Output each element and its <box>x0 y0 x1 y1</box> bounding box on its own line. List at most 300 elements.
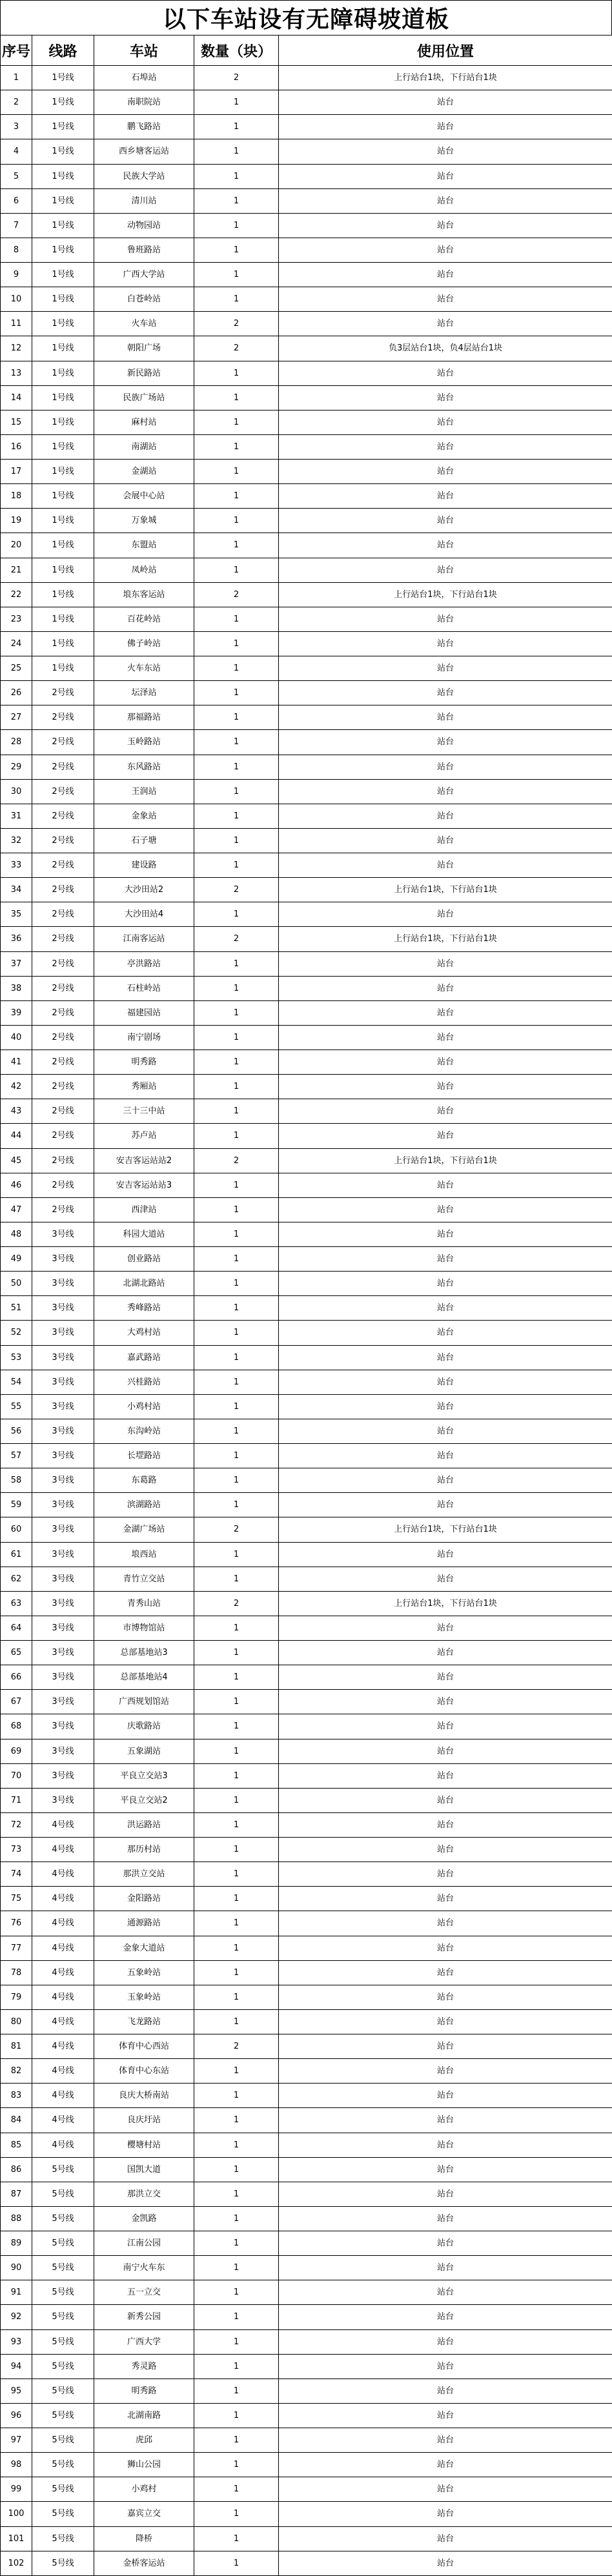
cell-line: 2号线 <box>32 1025 94 1050</box>
cell-location: 站台 <box>279 385 612 410</box>
cell-quantity: 1 <box>194 1567 279 1591</box>
cell-line: 1号线 <box>32 509 94 533</box>
cell-location: 上行站台1块，下行站台1块 <box>279 927 612 951</box>
table-row <box>1 2477 612 2502</box>
cell-location: 站台 <box>279 2009 612 2034</box>
cell-station: 南职院站 <box>94 90 194 115</box>
cell-quantity: 1 <box>194 1197 279 1222</box>
cell-location: 站台 <box>279 828 612 853</box>
cell-location: 上行站台1块，下行站台1块 <box>279 1517 612 1542</box>
cell-location: 站台 <box>279 1665 612 1690</box>
cell-location: 站台 <box>279 1468 612 1493</box>
cell-location: 站台 <box>279 2084 612 2108</box>
cell-index: 45 <box>1 1148 32 1173</box>
cell-station: 体育中心东站 <box>94 2059 194 2084</box>
cell-station: 明秀路 <box>94 1050 194 1075</box>
cell-index: 35 <box>1 902 32 927</box>
cell-location: 站台 <box>279 1394 612 1419</box>
table-row <box>1 434 612 459</box>
table-row <box>1 1542 612 1567</box>
cell-location: 站台 <box>279 2206 612 2231</box>
page-title: 以下车站设有无障碍坡道板 <box>0 0 612 35</box>
cell-line: 1号线 <box>32 139 94 164</box>
cell-location: 站台 <box>279 1419 612 1443</box>
cell-quantity: 1 <box>194 2477 279 2502</box>
cell-quantity: 1 <box>194 2378 279 2403</box>
table-row <box>1 1247 612 1272</box>
cell-location: 站台 <box>279 681 612 705</box>
cell-location: 站台 <box>279 263 612 287</box>
cell-line: 4号线 <box>32 1887 94 1911</box>
cell-location: 站台 <box>279 361 612 385</box>
table-row <box>1 1517 612 1542</box>
ramp-station-table <box>0 35 612 2576</box>
cell-quantity: 1 <box>194 1788 279 1812</box>
cell-quantity: 1 <box>194 1960 279 1985</box>
cell-index: 102 <box>1 2551 32 2575</box>
cell-location: 站台 <box>279 1075 612 1099</box>
cell-station: 秀灵路 <box>94 2354 194 2378</box>
cell-quantity: 1 <box>194 681 279 705</box>
cell-line: 1号线 <box>32 164 94 188</box>
cell-station: 总部基地站3 <box>94 1641 194 1665</box>
cell-station: 秀厢站 <box>94 1075 194 1099</box>
cell-quantity: 1 <box>194 1075 279 1099</box>
table-row <box>1 1690 612 1714</box>
cell-station: 埌东客运站 <box>94 582 194 607</box>
cell-quantity: 1 <box>194 976 279 1000</box>
cell-index: 48 <box>1 1222 32 1246</box>
cell-line: 2号线 <box>32 828 94 853</box>
cell-line: 5号线 <box>32 2182 94 2206</box>
table-row <box>1 2231 612 2256</box>
table-row <box>1 287 612 312</box>
cell-index: 84 <box>1 2108 32 2133</box>
cell-line: 3号线 <box>32 1517 94 1542</box>
cell-station: 万象城 <box>94 509 194 533</box>
cell-location: 站台 <box>279 853 612 878</box>
table-row <box>1 1468 612 1493</box>
cell-index: 42 <box>1 1075 32 1099</box>
table-row <box>1 1887 612 1911</box>
cell-quantity: 1 <box>194 213 279 238</box>
cell-location: 站台 <box>279 1050 612 1075</box>
cell-location: 站台 <box>279 1321 612 1345</box>
cell-location: 站台 <box>279 2329 612 2354</box>
cell-station: 金桥客运站 <box>94 2551 194 2575</box>
cell-index: 41 <box>1 1050 32 1075</box>
table-row <box>1 1444 612 1468</box>
cell-station: 大鸡村站 <box>94 1321 194 1345</box>
cell-station: 南宁剧场 <box>94 1025 194 1050</box>
cell-index: 21 <box>1 558 32 582</box>
cell-quantity: 1 <box>194 2059 279 2084</box>
cell-quantity: 2 <box>194 1148 279 1173</box>
cell-index: 93 <box>1 2329 32 2354</box>
cell-line: 4号线 <box>32 1936 94 1960</box>
cell-index: 70 <box>1 1763 32 1788</box>
table-row <box>1 188 612 213</box>
cell-index: 69 <box>1 1739 32 1763</box>
cell-index: 34 <box>1 878 32 902</box>
table-row <box>1 1616 612 1640</box>
cell-line: 2号线 <box>32 804 94 828</box>
cell-line: 5号线 <box>32 2378 94 2403</box>
cell-line: 4号线 <box>32 2108 94 2133</box>
cell-location: 站台 <box>279 976 612 1000</box>
cell-location: 站台 <box>279 2551 612 2575</box>
cell-quantity: 1 <box>194 2206 279 2231</box>
cell-index: 75 <box>1 1887 32 1911</box>
cell-quantity: 1 <box>194 1862 279 1887</box>
cell-quantity: 1 <box>194 1936 279 1960</box>
cell-station: 科园大道站 <box>94 1222 194 1246</box>
cell-index: 80 <box>1 2009 32 2034</box>
table-row <box>1 139 612 164</box>
cell-line: 3号线 <box>32 1567 94 1591</box>
cell-quantity: 1 <box>194 1345 279 1370</box>
cell-line: 2号线 <box>32 1148 94 1173</box>
cell-line: 4号线 <box>32 1812 94 1837</box>
cell-location: 站台 <box>279 1862 612 1887</box>
cell-line: 1号线 <box>32 582 94 607</box>
cell-quantity: 1 <box>194 361 279 385</box>
cell-station: 庆歌路站 <box>94 1714 194 1739</box>
cell-location: 站台 <box>279 1911 612 1936</box>
table-row <box>1 385 612 410</box>
cell-line: 3号线 <box>32 1272 94 1296</box>
cell-quantity: 1 <box>194 1124 279 1148</box>
cell-quantity: 1 <box>194 1911 279 1936</box>
table-row <box>1 90 612 115</box>
cell-quantity: 1 <box>194 1985 279 2009</box>
cell-index: 18 <box>1 484 32 509</box>
cell-line: 5号线 <box>32 2280 94 2305</box>
cell-station: 百花岭站 <box>94 607 194 631</box>
cell-station: 市博物馆站 <box>94 1616 194 1640</box>
cell-line: 2号线 <box>32 779 94 804</box>
cell-station: 金凯路 <box>94 2206 194 2231</box>
cell-location: 站台 <box>279 312 612 336</box>
cell-quantity: 1 <box>194 902 279 927</box>
cell-line: 5号线 <box>32 2231 94 2256</box>
cell-location: 站台 <box>279 2453 612 2477</box>
cell-station: 小鸡村 <box>94 2477 194 2502</box>
table-row <box>1 1345 612 1370</box>
cell-index: 82 <box>1 2059 32 2084</box>
cell-line: 2号线 <box>32 902 94 927</box>
cell-line: 1号线 <box>32 656 94 681</box>
cell-index: 63 <box>1 1591 32 1616</box>
cell-quantity: 1 <box>194 951 279 976</box>
cell-location: 站台 <box>279 1345 612 1370</box>
cell-station: 坛泽站 <box>94 681 194 705</box>
cell-quantity: 1 <box>194 828 279 853</box>
cell-line: 1号线 <box>32 434 94 459</box>
cell-quantity: 2 <box>194 878 279 902</box>
cell-line: 2号线 <box>32 1173 94 1197</box>
cell-location: 站台 <box>279 1714 612 1739</box>
cell-line: 5号线 <box>32 2526 94 2551</box>
cell-location: 站台 <box>279 1173 612 1197</box>
cell-index: 58 <box>1 1468 32 1493</box>
cell-index: 57 <box>1 1444 32 1468</box>
cell-station: 青秀山站 <box>94 1591 194 1616</box>
cell-station: 北湖北路站 <box>94 1272 194 1296</box>
table-row <box>1 533 612 558</box>
table-row <box>1 1985 612 2009</box>
cell-index: 51 <box>1 1296 32 1321</box>
cell-line: 2号线 <box>32 730 94 755</box>
cell-location: 站台 <box>279 1247 612 1272</box>
cell-quantity: 2 <box>194 1591 279 1616</box>
cell-line: 5号线 <box>32 2256 94 2280</box>
cell-station: 安吉客运站站3 <box>94 1173 194 1197</box>
cell-station: 金象站 <box>94 804 194 828</box>
cell-line: 1号线 <box>32 115 94 139</box>
cell-location: 站台 <box>279 2182 612 2206</box>
cell-line: 2号线 <box>32 755 94 779</box>
cell-location: 站台 <box>279 2133 612 2157</box>
cell-station: 通源路站 <box>94 1911 194 1936</box>
header-station: 车站 <box>94 35 194 66</box>
cell-quantity: 1 <box>194 558 279 582</box>
cell-location: 站台 <box>279 1690 612 1714</box>
table-row <box>1 1099 612 1124</box>
table-row <box>1 631 612 656</box>
cell-line: 4号线 <box>32 1862 94 1887</box>
cell-station: 总部基地站4 <box>94 1665 194 1690</box>
cell-line: 1号线 <box>32 188 94 213</box>
cell-index: 73 <box>1 1838 32 1862</box>
table-row <box>1 1197 612 1222</box>
cell-location: 站台 <box>279 558 612 582</box>
cell-index: 33 <box>1 853 32 878</box>
header-index: 序号 <box>1 35 32 66</box>
cell-index: 77 <box>1 1936 32 1960</box>
cell-quantity: 1 <box>194 2231 279 2256</box>
cell-line: 2号线 <box>32 1197 94 1222</box>
cell-quantity: 1 <box>194 90 279 115</box>
table-row <box>1 2378 612 2403</box>
cell-station: 五一立交 <box>94 2280 194 2305</box>
cell-quantity: 1 <box>194 2526 279 2551</box>
cell-line: 3号线 <box>32 1739 94 1763</box>
cell-station: 青竹立交站 <box>94 1567 194 1591</box>
cell-station: 那洪立交站 <box>94 1862 194 1887</box>
cell-location: 站台 <box>279 213 612 238</box>
table-row <box>1 1173 612 1197</box>
cell-location: 站台 <box>279 2108 612 2133</box>
cell-line: 3号线 <box>32 1370 94 1394</box>
cell-location: 站台 <box>279 115 612 139</box>
table-row <box>1 1222 612 1246</box>
cell-line: 2号线 <box>32 951 94 976</box>
cell-line: 2号线 <box>32 853 94 878</box>
cell-location: 站台 <box>279 2231 612 2256</box>
cell-index: 98 <box>1 2453 32 2477</box>
table-row <box>1 2059 612 2084</box>
table-row <box>1 410 612 434</box>
cell-line: 1号线 <box>32 631 94 656</box>
cell-station: 嘉武路站 <box>94 1345 194 1370</box>
cell-quantity: 1 <box>194 385 279 410</box>
cell-station: 嘉宾立交 <box>94 2502 194 2526</box>
table-row <box>1 804 612 828</box>
table-row <box>1 115 612 139</box>
cell-quantity: 1 <box>194 1222 279 1246</box>
cell-index: 89 <box>1 2231 32 2256</box>
cell-station: 江南客运站 <box>94 927 194 951</box>
cell-location: 站台 <box>279 1124 612 1148</box>
cell-line: 5号线 <box>32 2403 94 2428</box>
table-row <box>1 2305 612 2329</box>
table-row <box>1 2009 612 2034</box>
cell-line: 1号线 <box>32 213 94 238</box>
cell-index: 10 <box>1 287 32 312</box>
cell-index: 97 <box>1 2428 32 2453</box>
cell-location: 站台 <box>279 1542 612 1567</box>
cell-location: 站台 <box>279 2280 612 2305</box>
cell-station: 佛子岭站 <box>94 631 194 656</box>
table-row <box>1 312 612 336</box>
cell-quantity: 1 <box>194 164 279 188</box>
table-row <box>1 2354 612 2378</box>
cell-quantity: 2 <box>194 312 279 336</box>
cell-location: 上行站台1块，下行站台1块 <box>279 878 612 902</box>
table-row <box>1 2084 612 2108</box>
cell-location: 站台 <box>279 1936 612 1960</box>
cell-location: 站台 <box>279 2526 612 2551</box>
cell-quantity: 2 <box>194 927 279 951</box>
cell-location: 站台 <box>279 2034 612 2059</box>
cell-location: 站台 <box>279 460 612 484</box>
cell-quantity: 1 <box>194 287 279 312</box>
table-row <box>1 2403 612 2428</box>
cell-quantity: 1 <box>194 263 279 287</box>
cell-quantity: 1 <box>194 1025 279 1050</box>
cell-line: 3号线 <box>32 1444 94 1468</box>
cell-station: 新秀公园 <box>94 2305 194 2329</box>
cell-index: 68 <box>1 1714 32 1739</box>
cell-quantity: 1 <box>194 2108 279 2133</box>
cell-line: 4号线 <box>32 2059 94 2084</box>
cell-station: 那历村站 <box>94 1838 194 1862</box>
cell-quantity: 1 <box>194 1468 279 1493</box>
cell-station: 埌西站 <box>94 1542 194 1567</box>
cell-location: 站台 <box>279 1567 612 1591</box>
cell-line: 4号线 <box>32 2034 94 2059</box>
cell-quantity: 1 <box>194 2502 279 2526</box>
cell-quantity: 2 <box>194 1517 279 1542</box>
cell-location: 站台 <box>279 1025 612 1050</box>
table-row <box>1 460 612 484</box>
cell-index: 4 <box>1 139 32 164</box>
cell-line: 1号线 <box>32 410 94 434</box>
cell-location: 站台 <box>279 804 612 828</box>
cell-quantity: 1 <box>194 460 279 484</box>
cell-station: 狮山公园 <box>94 2453 194 2477</box>
table-row <box>1 730 612 755</box>
cell-line: 3号线 <box>32 1493 94 1517</box>
cell-line: 3号线 <box>32 1321 94 1345</box>
table-row <box>1 336 612 361</box>
table-row <box>1 2551 612 2575</box>
cell-index: 90 <box>1 2256 32 2280</box>
cell-index: 30 <box>1 779 32 804</box>
cell-quantity: 1 <box>194 2354 279 2378</box>
cell-station: 东风路站 <box>94 755 194 779</box>
cell-index: 12 <box>1 336 32 361</box>
cell-location: 站台 <box>279 1222 612 1246</box>
cell-station: 五象岭站 <box>94 1960 194 1985</box>
table-row <box>1 2526 612 2551</box>
cell-index: 6 <box>1 188 32 213</box>
cell-quantity: 1 <box>194 434 279 459</box>
cell-index: 5 <box>1 164 32 188</box>
cell-station: 东盟站 <box>94 533 194 558</box>
cell-line: 5号线 <box>32 2305 94 2329</box>
cell-quantity: 1 <box>194 2551 279 2575</box>
cell-index: 81 <box>1 2034 32 2059</box>
header-quantity: 数量（块） <box>194 35 279 66</box>
table-row <box>1 2157 612 2182</box>
cell-quantity: 1 <box>194 509 279 533</box>
cell-station: 滨湖路站 <box>94 1493 194 1517</box>
cell-location: 站台 <box>279 2305 612 2329</box>
cell-index: 15 <box>1 410 32 434</box>
cell-line: 5号线 <box>32 2206 94 2231</box>
cell-station: 石柱岭站 <box>94 976 194 1000</box>
cell-quantity: 2 <box>194 336 279 361</box>
table-row <box>1 263 612 287</box>
cell-quantity: 1 <box>194 2084 279 2108</box>
cell-index: 59 <box>1 1493 32 1517</box>
table-row <box>1 951 612 976</box>
cell-index: 7 <box>1 213 32 238</box>
cell-line: 2号线 <box>32 1000 94 1025</box>
cell-index: 99 <box>1 2477 32 2502</box>
cell-index: 101 <box>1 2526 32 2551</box>
cell-index: 1 <box>1 66 32 90</box>
cell-quantity: 1 <box>194 2453 279 2477</box>
cell-line: 4号线 <box>32 1960 94 1985</box>
cell-quantity: 1 <box>194 1493 279 1517</box>
cell-line: 4号线 <box>32 1985 94 2009</box>
cell-station: 良庆圩站 <box>94 2108 194 2133</box>
cell-index: 17 <box>1 460 32 484</box>
cell-line: 2号线 <box>32 1050 94 1075</box>
table-row <box>1 1714 612 1739</box>
cell-index: 38 <box>1 976 32 1000</box>
cell-index: 25 <box>1 656 32 681</box>
cell-quantity: 1 <box>194 1542 279 1567</box>
cell-location: 站台 <box>279 1444 612 1468</box>
table-row <box>1 1075 612 1099</box>
cell-line: 3号线 <box>32 1788 94 1812</box>
table-row <box>1 1960 612 1985</box>
cell-index: 39 <box>1 1000 32 1025</box>
cell-station: 金阳路站 <box>94 1887 194 1911</box>
table-row <box>1 1050 612 1075</box>
table-row <box>1 1124 612 1148</box>
cell-quantity: 1 <box>194 1000 279 1025</box>
cell-quantity: 1 <box>194 705 279 730</box>
cell-station: 江南公园 <box>94 2231 194 2256</box>
cell-quantity: 1 <box>194 1641 279 1665</box>
table-row <box>1 2182 612 2206</box>
table-header-row <box>1 35 612 66</box>
